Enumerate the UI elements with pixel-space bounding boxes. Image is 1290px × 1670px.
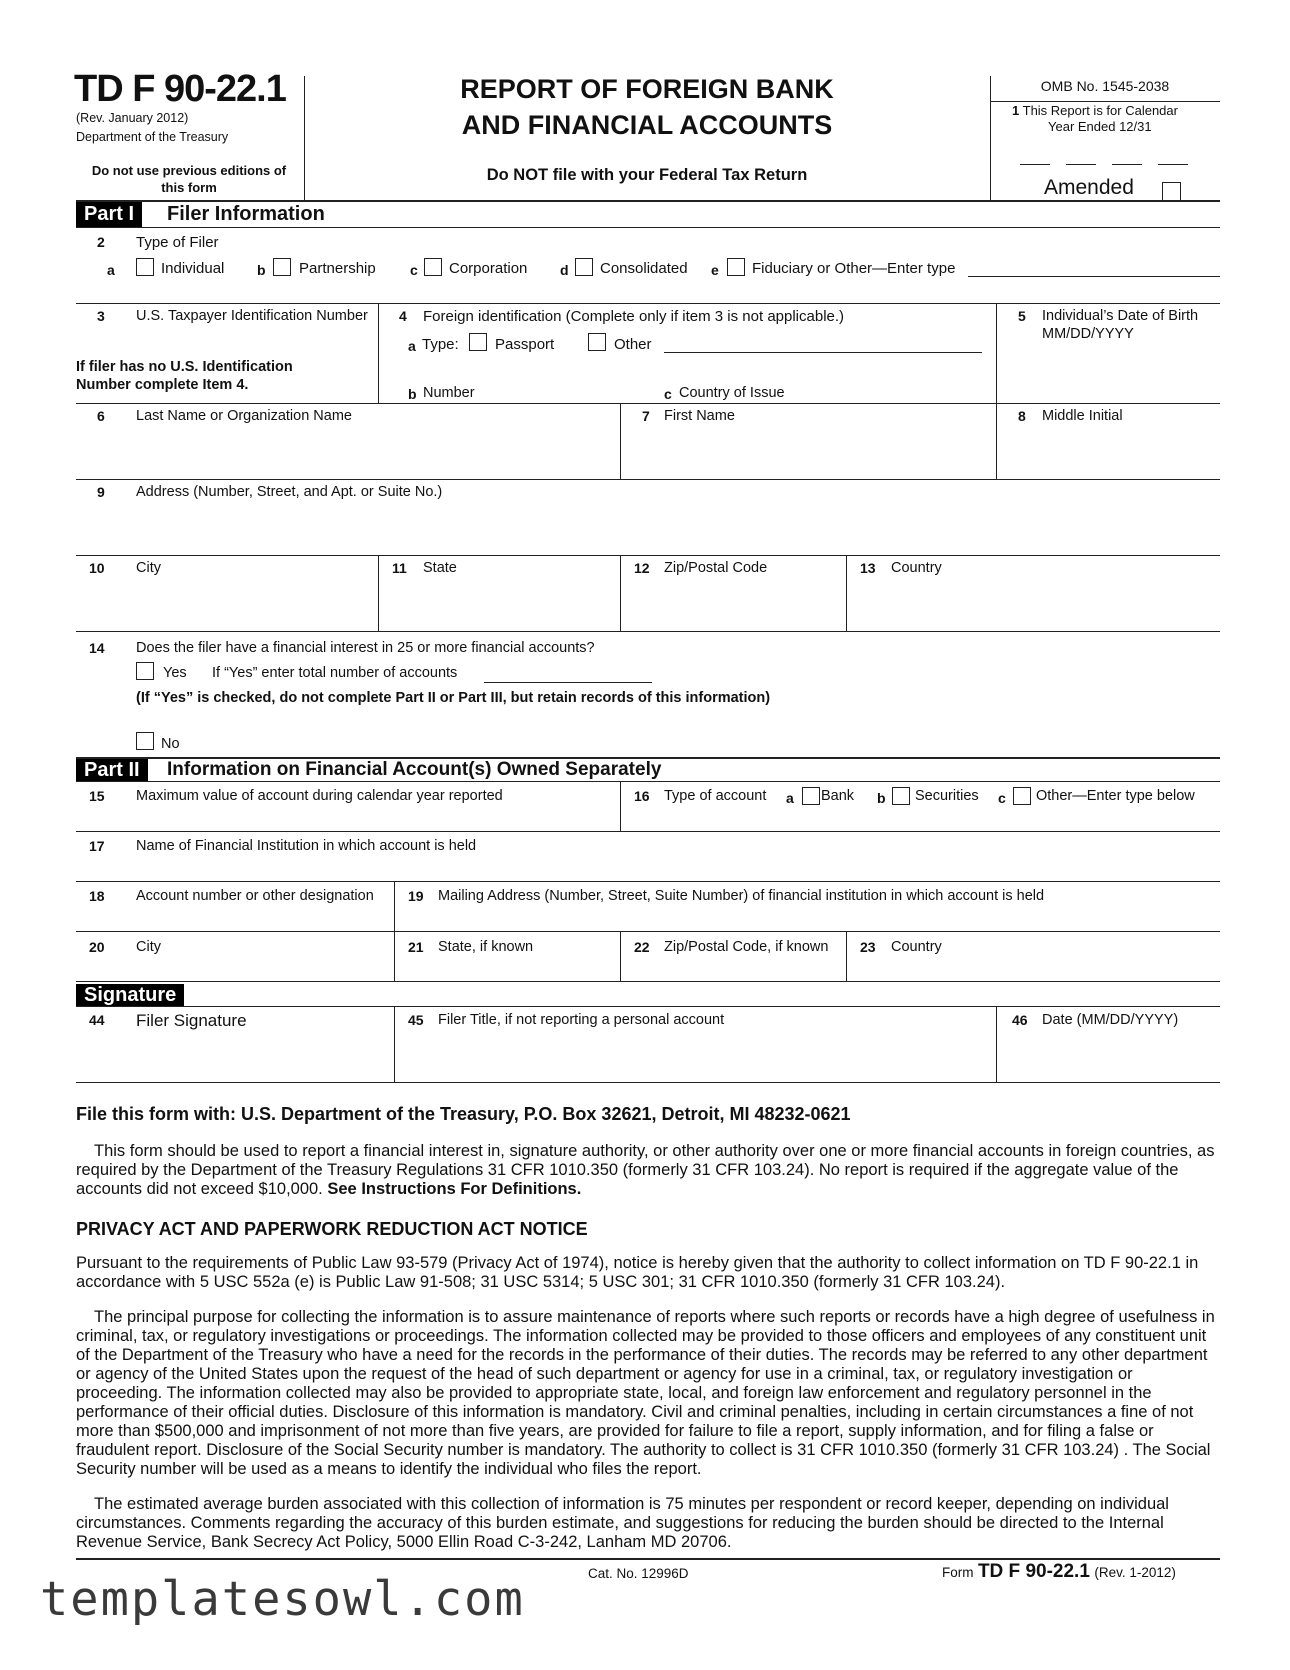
item6-number: 6 [97,408,105,424]
item14-yes-note: If “Yes” enter total number of accounts [212,665,458,681]
item23-number: 23 [860,939,876,955]
item21-number: 21 [408,939,424,955]
item3-note: If filer has no U.S. Identification Number complete Item 4. [76,359,293,393]
country-of-issue-label: Country of Issue [679,385,785,401]
account-type-other-checkbox[interactable] [1013,787,1031,805]
item14-yes-label: Yes [163,665,187,681]
item14-instruction: (If “Yes” is checked, do not complete Part II or Part III, but retain records of this information) [136,690,771,706]
filer-type-other-input[interactable] [968,276,1220,277]
item46-number: 46 [1012,1012,1028,1028]
item19-label: Mailing Address (Number, Street, Suite Number) of financial institution in which account is held [438,888,1045,904]
department: Department of the Treasury [76,130,229,144]
previous-editions-note: Do not use previous editions of this form [91,163,287,195]
item3-label: U.S. Taxpayer Identification Number [136,308,368,324]
filer-type-individual-label: Individual [161,260,225,277]
item4-c-letter: c [664,386,672,402]
item8-number: 8 [1018,408,1026,424]
item8-label: Middle Initial [1042,408,1123,424]
filer-type-consolidated-label: Consolidated [600,260,688,277]
total-accounts-input[interactable] [484,682,652,683]
header-divider-right [990,76,991,200]
filer-type-letter-b: b [257,262,266,278]
passport-label: Passport [495,336,555,353]
item45-number: 45 [408,1012,424,1028]
year-field-3[interactable] [1112,164,1142,165]
item9-label: Address (Number, Street, and Apt. or Suite No.) [136,484,443,500]
item5-number: 5 [1018,308,1026,324]
item14-question: Does the filer have a financial interest in 25 or more financial accounts? [136,640,595,656]
footer-form-id: Form TD F 90-22.1 (Rev. 1-2012) [942,1561,1176,1582]
calendar-year-label: 1 This Report is for Calendar Year Ended 12/31 [1012,103,1178,134]
item5-label-line2: MM/DD/YYYY [1042,326,1134,342]
account-type-securities-checkbox[interactable] [892,787,910,805]
item5-label-line1: Individual’s Date of Birth [1042,308,1199,324]
other-id-checkbox[interactable] [588,333,606,351]
item22-number: 22 [634,939,650,955]
part2-title: Information on Financial Account(s) Owned Separately [167,759,662,780]
passport-checkbox[interactable] [469,333,487,351]
item16-label: Type of account [664,788,767,804]
filer-type-consolidated-checkbox[interactable] [575,258,593,276]
item4-a-letter: a [408,338,416,354]
item10-number: 10 [89,560,105,576]
item18-label: Account number or other designation [136,888,374,904]
item14-no-label: No [161,736,180,752]
year-field-1[interactable] [1020,164,1050,165]
filer-type-corporation-label: Corporation [449,260,528,277]
filer-type-individual-checkbox[interactable] [136,258,154,276]
item11-number: 11 [392,560,407,576]
item4-type-label: Type: [422,336,459,353]
item12-label: Zip/Postal Code [664,560,768,576]
item7-number: 7 [642,408,650,424]
privacy-paragraph-1: Pursuant to the requirements of Public Law 93-579 (Privacy Act of 1974), notice is hereby given that the authority to collect information on TD F 90-22.1 in accordance with 5 USC 552a (e) is Public Law 91-508; 31 USC 5314; 5 USC 301; 31 CFR 1010.350 (formerly 31 CFR 103.24). [76,1254,1199,1291]
filer-type-corporation-checkbox[interactable] [424,258,442,276]
amended-checkbox[interactable] [1162,182,1181,201]
filer-type-letter-e: e [711,262,719,278]
item44-number: 44 [89,1012,105,1028]
item20-label: City [136,939,161,955]
item3-number: 3 [97,308,105,324]
account-type-securities-label: Securities [915,788,979,804]
item17-label: Name of Financial Institution in which account is held [136,838,477,854]
item13-label: Country [891,560,942,576]
item17-number: 17 [89,838,105,854]
item22-label: Zip/Postal Code, if known [664,939,829,955]
do-not-file-note: Do NOT file with your Federal Tax Return [486,166,808,184]
form-title-line2: AND FINANCIAL ACCOUNTS [461,110,833,140]
account-type-other-label: Other—Enter type below [1036,788,1195,804]
omb-number: OMB No. 1545-2038 [1040,78,1170,94]
form-number: TD F 90-22.1 [74,68,286,110]
account-type-bank-checkbox[interactable] [802,787,820,805]
item15-label: Maximum value of account during calendar year reported [136,788,503,804]
instructions-paragraph-1: This form should be used to report a financial interest in, signature authority, or other authority over one or more financial accounts in foreign countries, as required by the Department of the Treasury Regulations 31 CFR 1010.350 (formerly 31 CFR 103.24). No report is required if the aggregate value of the accounts did not exceed $10,000. See Instructions For Definitions. [76,1142,1215,1198]
item46-label: Date (MM/DD/YYYY) [1042,1012,1179,1028]
catalog-number: Cat. No. 12996D [588,1566,689,1581]
file-with-address: File this form with: U.S. Department of the Treasury, P.O. Box 32621, Detroit, MI 48232-0621 [76,1104,851,1124]
part1-tag: Part I [76,202,142,227]
item13-number: 13 [860,560,876,576]
item7-label: First Name [664,408,735,424]
item14-yes-checkbox[interactable] [136,662,154,680]
foreign-id-number-label: Number [423,385,475,401]
filer-type-letter-c: c [410,262,418,278]
item23-label: Country [891,939,942,955]
burden-paragraph: The estimated average burden associated with this collection of information is 75 minutes per respondent or record keeper, depending on individual circumstances. Comments regarding the accuracy of this burden estimate, and suggestions for reducing the burden should be directed to the Internal Revenue Service, Bank Secrecy Act Policy, 5000 Ellin Road C-3-242, Lanham MD 20706. [76,1495,1169,1551]
item11-label: State [423,560,457,576]
filer-type-letter-d: d [560,262,569,278]
signature-tag: Signature [76,984,184,1006]
item16-c-letter: c [998,790,1006,806]
item45-label: Filer Title, if not reporting a personal account [438,1012,725,1028]
item15-number: 15 [89,788,105,804]
part1-title: Filer Information [167,203,325,225]
item4-b-letter: b [408,386,417,402]
filer-type-fiduciary-label: Fiduciary or Other—Enter type [752,260,956,277]
part2-tag: Part II [76,759,148,781]
item16-a-letter: a [786,790,794,806]
item10-label: City [136,560,161,576]
item9-number: 9 [97,484,105,500]
form-title-line1: REPORT OF FOREIGN BANK [460,74,834,104]
privacy-heading: PRIVACY ACT AND PAPERWORK REDUCTION ACT NOTICE [76,1219,588,1239]
item16-b-letter: b [877,790,886,806]
item6-label: Last Name or Organization Name [136,408,352,424]
item14-no-checkbox[interactable] [136,732,154,750]
other-id-type-input[interactable] [664,352,982,353]
filer-type-partnership-label: Partnership [299,260,376,277]
item4-label: Foreign identification (Complete only if item 3 is not applicable.) [423,308,845,325]
item12-number: 12 [634,560,650,576]
item20-number: 20 [89,939,105,955]
item16-number: 16 [634,788,650,804]
watermark: templatesowl.com [40,1572,525,1627]
other-id-label: Other [614,336,652,353]
item14-number: 14 [89,640,105,656]
filer-type-fiduciary-checkbox[interactable] [727,258,745,276]
account-type-bank-label: Bank [821,788,855,804]
amended-label: Amended [1044,176,1134,199]
year-field-2[interactable] [1066,164,1096,165]
item44-label: Filer Signature [136,1011,247,1030]
item18-number: 18 [89,888,105,904]
taxpayer-id-input[interactable] [130,328,370,354]
year-field-4[interactable] [1158,164,1188,165]
form-revision: (Rev. January 2012) [76,111,189,125]
item4-number: 4 [399,308,407,324]
privacy-paragraph-2: The principal purpose for collecting the information is to assure maintenance of reports where such reports or records have a high degree of usefulness in criminal, tax, or regulatory investigations or proceedings. The information collected may be provided to those officers and employees of any constituent unit of the Department of the Treasury who have a need for the records in the performance of their duties. The records may be referred to any other department or agency of the United States upon the request of the head of such department or agency for use in a criminal, tax, or regulatory investigation or proceeding. The information collected may also be provided to appropriate state, local, and foreign law enforcement and regulatory personnel in the performance of their official duties. Disclosure of this information is mandatory. Civil and criminal penalties, including in certain circumstances a fine of not more than $500,000 and imprisonment of not more than five years, are provided for failure to file a report, supply information, and for filing a false or fraudulent report. Disclosure of the Social Security number is mandatory. The authority to collect is 31 CFR 1010.350 (formerly 31 CFR 103.24) . The Social Security number will be used as a means to identify the individual who files the report. [76,1308,1215,1478]
item2-label: Type of Filer [136,234,219,251]
item19-number: 19 [408,888,424,904]
filer-type-partnership-checkbox[interactable] [273,258,291,276]
filer-type-letter-a: a [107,262,115,278]
item21-label: State, if known [438,939,534,955]
item2-number: 2 [97,234,105,250]
